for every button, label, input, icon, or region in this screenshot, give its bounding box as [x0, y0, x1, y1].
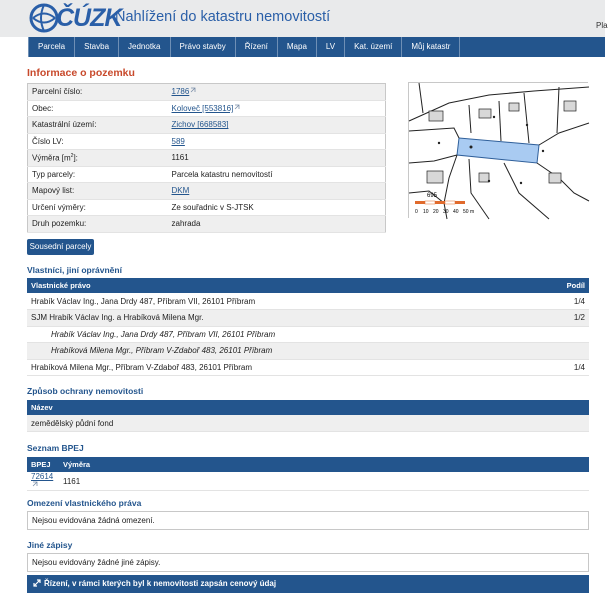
info-value: zahrada [168, 216, 386, 233]
table-row [27, 326, 589, 343]
owners-heading: Vlastníci, jiní oprávnění [27, 265, 122, 275]
external-link-icon [32, 481, 38, 487]
cadastral-area-link[interactable]: Zichov [668583] [171, 120, 229, 130]
table-row [27, 293, 589, 310]
info-value [168, 117, 386, 134]
protection-table [27, 400, 589, 432]
nav-mapa[interactable]: Mapa [278, 37, 317, 57]
info-label: Druh pozemku: [28, 216, 168, 233]
scale-label: 0 [415, 209, 418, 215]
restrictions-box: Nejsou evidována žádná omezení. [27, 511, 589, 530]
bpej-area: 1161 [59, 472, 589, 491]
info-label: Číslo LV: [28, 133, 168, 150]
owner-share: 1/4 [536, 293, 589, 310]
other-box: Nejsou evidovány žádné jiné zápisy. [27, 553, 589, 572]
proceedings-label: Řízení, v rámci kterých byl k nemovitosti zapsán cenový údaj [44, 579, 277, 588]
info-row [28, 133, 386, 150]
info-label: Mapový list: [28, 183, 168, 200]
owner-share [536, 343, 589, 360]
lv-number-link[interactable]: 589 [171, 136, 185, 146]
table-row [27, 343, 589, 360]
info-row [28, 216, 386, 233]
owners-table [27, 278, 589, 376]
table-header [27, 457, 589, 472]
logo-text: ČÚZK [56, 3, 122, 32]
owner-share: 1/2 [536, 310, 589, 327]
header-right-link[interactable]: Pla [596, 21, 608, 30]
restrictions-heading: Omezení vlastnického práva [27, 498, 142, 508]
municipality-link[interactable]: Koloveč [553816] [171, 103, 234, 113]
info-value: Ze souřadnic v S-JTSK [168, 199, 386, 216]
table-row [27, 472, 589, 491]
info-label: Obec: [28, 100, 168, 117]
info-label: Parcelní číslo: [28, 84, 168, 101]
nav-pravo-stavby[interactable]: Právo stavby [171, 37, 236, 57]
table-header [27, 278, 589, 293]
owner-name: SJM Hrabík Václav Ing. a Hrabíková Milena Mgr. [27, 310, 536, 327]
scale-label: 10 [423, 209, 429, 215]
scale-label: 50 m [463, 209, 475, 215]
scale-label: 30 [443, 209, 449, 215]
col-bpej: BPEJ [27, 457, 59, 472]
nav-jednotka[interactable]: Jednotka [119, 37, 170, 57]
info-label: Typ parcely: [28, 166, 168, 183]
nav-muj-katastr[interactable]: Můj katastr [402, 37, 460, 57]
owner-name: Hrabíková Milena Mgr., Příbram V-Zdaboř 483, 26101 Příbram [27, 359, 536, 376]
scale-label: 40 [453, 209, 459, 215]
info-row [28, 117, 386, 134]
parcel-map[interactable] [408, 82, 588, 218]
bpej-code-link[interactable]: 72614 [31, 472, 54, 481]
owner-name: Hrabík Václav Ing., Jana Drdy 487, Příbram VII, 26101 Příbram [27, 326, 536, 343]
other-heading: Jiné zápisy [27, 540, 73, 550]
scale-label: 20 [433, 209, 439, 215]
nav-stavba[interactable]: Stavba [75, 37, 119, 57]
cuzk-logo[interactable] [29, 3, 121, 33]
info-row [28, 100, 386, 117]
info-row [28, 199, 386, 216]
bpej-code [27, 472, 59, 491]
page-header [0, 0, 608, 37]
owner-share: 1/4 [536, 359, 589, 376]
col-name: Název [27, 400, 589, 415]
parcel-number-link[interactable]: 1786 [171, 87, 190, 97]
expand-arrows-icon [33, 579, 41, 587]
bpej-heading: Seznam BPEJ [27, 443, 84, 453]
col-share: Podíl [536, 278, 589, 293]
owner-name: Hrabík Václav Ing., Jana Drdy 487, Příbram VII, 26101 Příbram [27, 293, 536, 310]
info-value [168, 183, 386, 200]
info-value: Parcela katastru nemovitostí [168, 166, 386, 183]
cadastral-map-drawing [409, 83, 589, 219]
info-label: Katastrální území: [28, 117, 168, 134]
external-link-icon [190, 87, 196, 93]
info-row [28, 84, 386, 101]
nav-kat-uzemi[interactable]: Kat. území [345, 37, 402, 57]
info-value [168, 133, 386, 150]
owner-name: Hrabíková Milena Mgr., Příbram V-Zdaboř 483, 26101 Příbram [27, 343, 536, 360]
table-row [27, 415, 589, 432]
site-title: Nahlížení do katastru nemovitostí [115, 9, 331, 25]
proceedings-toggle[interactable] [27, 575, 589, 593]
owner-share [536, 326, 589, 343]
table-row [27, 310, 589, 327]
external-link-icon [234, 104, 240, 110]
map-sheet-link[interactable]: DKM [171, 186, 190, 196]
info-row [28, 183, 386, 200]
protection-heading: Způsob ochrany nemovitosti [27, 386, 144, 396]
map-parcel-number: 695 [427, 193, 438, 199]
info-row [28, 150, 386, 167]
protection-value: zemědělský půdní fond [27, 415, 589, 432]
info-label: Určení výměry: [28, 199, 168, 216]
info-value [168, 84, 386, 101]
info-row [28, 166, 386, 183]
col-ownership: Vlastnické právo [27, 278, 536, 293]
globe-icon [29, 3, 59, 33]
col-area: Výměra [59, 457, 589, 472]
nav-lv[interactable]: LV [317, 37, 345, 57]
info-value [168, 100, 386, 117]
main-nav [28, 37, 605, 57]
bpej-table [27, 457, 589, 491]
nav-parcela[interactable]: Parcela [28, 37, 75, 57]
table-row [27, 359, 589, 376]
info-value: 1161 [168, 150, 386, 167]
nav-rizeni[interactable]: Řízení [236, 37, 278, 57]
table-header [27, 400, 589, 415]
parcel-info-table [27, 83, 386, 233]
neighbor-parcels-button[interactable]: Sousední parcely [27, 239, 94, 255]
info-label: Výměra $[m^2]$: [28, 150, 168, 167]
info-heading: Informace o pozemku [27, 67, 135, 79]
